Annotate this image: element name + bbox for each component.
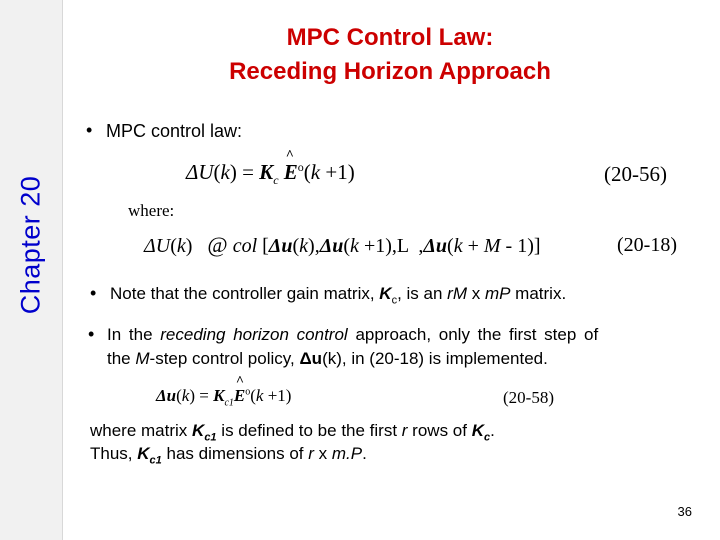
where-label: where: (128, 201, 175, 220)
bullet-dot: • (86, 120, 93, 140)
slide-title-line2: Receding Horizon Approach (229, 58, 551, 85)
bullet-receding-horizon-line2: the M-step control policy, Δu(k), in (20-18) is implemented. (107, 349, 548, 368)
kc1-definition-line2: Thus, $K_{c1}$ has dimensions of r x m.P. (90, 444, 367, 467)
equation-number-20-18: (20-18) (617, 234, 677, 256)
equation-number-20-56: (20-56) (604, 162, 667, 186)
equation-20-56: $\Delta U(k) = K_c$ ^ $E^o(k +1)$ (186, 160, 355, 188)
bullet-mpc-control-law: MPC control law: (106, 121, 243, 141)
bullet-receding-horizon-line1: In the receding horizon control approach, only the first step of (107, 325, 599, 344)
slide-title-line1: MPC Control Law: (286, 24, 494, 51)
bullet-controller-gain-note: Note that the controller gain matrix, $K_c$, is an rM x mP matrix. (110, 284, 567, 307)
equation-number-20-58: (20-58) (503, 388, 554, 407)
bullet-dot: • (88, 324, 95, 344)
equation-20-18: ΔU(k) @ col [Δu(k),Δu(k +1),L ,Δu(k + M - 1)] (144, 232, 541, 257)
bullet-dot: • (90, 283, 97, 303)
page-number: 36 (677, 504, 692, 519)
equation-20-58: $\Delta u(k) = K_{c1}\^{}$ $E^o(k +1)$ (156, 386, 291, 408)
chapter-sidebar (0, 0, 63, 540)
chapter-label: Chapter 20 (15, 175, 46, 315)
kc1-definition-line1: where matrix $K_{c1}$ is defined to be the first r rows of $K_c$. (90, 421, 495, 444)
